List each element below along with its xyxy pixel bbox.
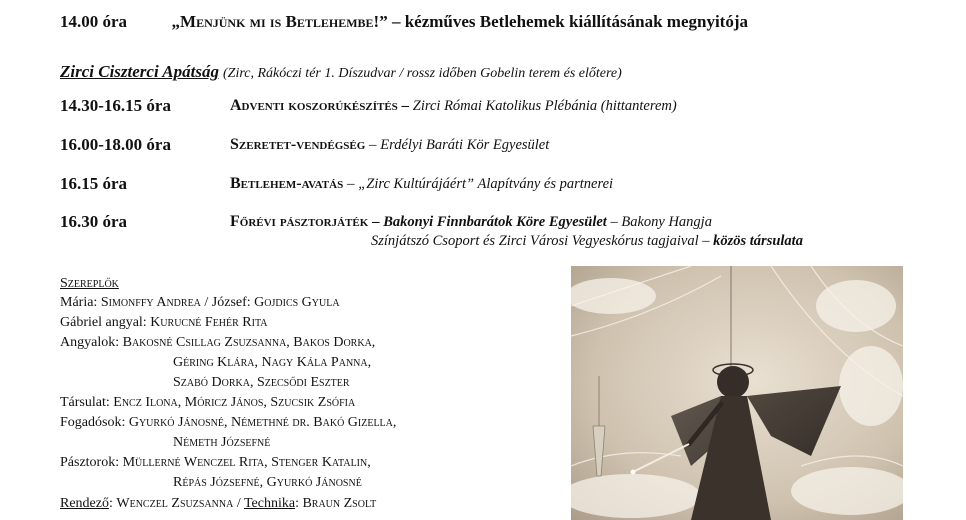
tech-label: Technika xyxy=(243,496,296,511)
event-time: 16.15 óra xyxy=(60,174,128,193)
cast-row: Németh Józsefné xyxy=(173,435,271,450)
credits-row: Rendező: Wenczel Zsuzsanna / Technika: Braun Zsolt xyxy=(60,496,377,511)
event-organizer: „Zirc Kultúrájáért” Alapítvány és partnerei xyxy=(358,176,614,192)
cast-row: Répás Józsefné, Gyurkó Jánosné xyxy=(173,475,362,490)
event-organizer: Bakonyi Finnbarátok Köre Egyesület xyxy=(383,214,607,230)
opening-time: 14.00 óra xyxy=(60,12,128,31)
cast-row: Fogadósok: Gyurkó Jánosné, Némethné dr. Bakó Gizella, xyxy=(60,415,397,430)
opening-row xyxy=(60,12,748,32)
cast-row: Társulat: Encz Ilona, Móricz János, Szucsik Zsófia xyxy=(60,395,356,410)
event-title: Főrévi pásztorjáték xyxy=(230,213,369,230)
event-organizer: Erdélyi Baráti Kör Egyesület xyxy=(380,137,550,153)
event-organizer-bold: közös társulata xyxy=(713,233,803,249)
cast-row: Angyalok: Bakosné Csillag Zsuzsanna, Bakos Dorka, xyxy=(60,335,376,350)
director-name: Wenczel Zsuzsanna xyxy=(116,496,234,511)
cast-row: Géring Klára, Nagy Kála Panna, xyxy=(173,355,372,370)
event-time: 16.00-18.00 óra xyxy=(60,135,171,154)
cast-row: Szabó Dorka, Szecsődi Eszter xyxy=(173,375,350,390)
venue-row xyxy=(60,62,622,82)
director-label: Rendező xyxy=(60,496,109,511)
event-title: Betlehem-avatás xyxy=(230,175,344,192)
cast-row: Gábriel angyal: Kurucné Fehér Rita xyxy=(60,315,268,330)
cast-row: Mária: Simonffy Andrea / József: Gojdics Gyula xyxy=(60,295,340,310)
event-title: Adventi koszorúkészítés xyxy=(230,97,398,114)
opening-desc: – kézműves Betlehemek kiállításának megnyitója xyxy=(391,12,749,31)
opening-title: „Menjünk mi is Betlehembe!” xyxy=(171,12,388,31)
venue-name: Zirci Ciszterci Apátság xyxy=(60,62,219,81)
cast-row: Pásztorok: Müllerné Wenczel Rita, Stenger Katalin, xyxy=(60,455,371,470)
event-time: 16.30 óra xyxy=(60,212,128,231)
event-organizer-cont: Színjátszó Csoport és Zirci Városi Vegyeskórus tagjaival – xyxy=(371,233,714,249)
venue-detail: (Zirc, Rákóczi tér 1. Díszudvar / rossz időben Gobelin terem és előtere) xyxy=(223,66,622,81)
angel-ornament-photo xyxy=(571,266,903,520)
tech-name: Braun Zsolt xyxy=(302,496,377,511)
event-organizer: Zirci Római Katolikus Plébánia (hittanterem) xyxy=(412,98,677,114)
event-time: 14.30-16.15 óra xyxy=(60,96,171,115)
event-title: Szeretet-vendégség xyxy=(230,136,366,153)
cast-heading: Szereplők xyxy=(60,276,119,291)
